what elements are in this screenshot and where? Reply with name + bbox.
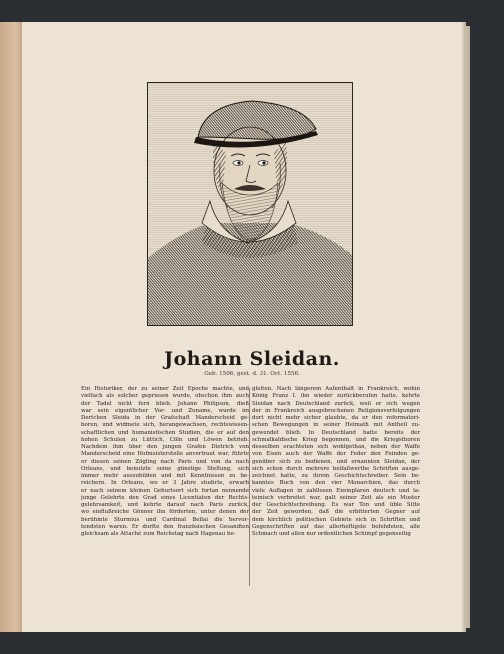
text-line: genüber sich zu bedienen, und ernannten Sleidan, der [252, 458, 420, 465]
text-line: kanntes Buch von den vier Monarchien, das durch [252, 480, 420, 487]
text-line: gewendet blieb. In Deutschland hatte bereits der [252, 429, 420, 436]
text-line: war sein eigentlicher Vor- und Zuname, wurde im [81, 407, 249, 414]
text-line: sich schon durch mehrere beifallwerthe Schriften ausge- [252, 465, 420, 472]
text-line: von Eisen auch der Waffe der Feder den Feinden ge- [252, 451, 420, 458]
text-line: Gegenschriften auf das allerheftigste befehdeten, alle [252, 523, 420, 530]
text-line: Nachdem ihm über den jungen Grafen Dietrich von [81, 444, 249, 450]
text-line: der Tadel nicht fern blieb. Johann Philipson, dieß [81, 400, 249, 407]
text-line: schaftlichen und humanistischen Studien, die er auf den [81, 429, 249, 436]
text-line: der Zeit geworden, daß die erbitterten Gegner auf [252, 509, 420, 516]
text-line: gleichsam als Attaché zum Reichstag nach Hagenau be- [81, 531, 236, 537]
text-line: schen Bewegungen in seiner Heimath mit Antheil zu- [252, 422, 420, 429]
text-column-right [252, 386, 420, 588]
text-line: reichern. In Orleans, wo er 3 Jahre studirte, erwarb [81, 480, 249, 487]
text-line: der in Frankreich ausgebrochenen Religionsverfolgungen [252, 407, 420, 414]
text-line: er nach seinem kleinen Geburtsort sich fortan nennende [81, 487, 249, 494]
text-line: gleiten. Nach längerem Aufenthalt in Frankreich, wohin [252, 386, 420, 392]
text-line: dem kirchlich politischen Gebiete sich in Schriften und [252, 516, 420, 523]
text-line: dort nicht mehr sicher glaubte, da er den reformatori- [252, 415, 420, 421]
text-line: tendsten waren. Er durfte den französischen Gesandten [81, 523, 249, 530]
text-line: boren, und widmete sich, herangewachsen, rechtswissen- [81, 422, 249, 429]
text-line: Sleidan nach Deutschland zurück, weil er sich wegen [252, 400, 420, 407]
column-divider [249, 388, 250, 586]
text-line: hohen Schulen zu Lüttich, Cöln und Löwen betrieb. [81, 436, 249, 443]
text-line: Manderscheid eine Hofmeisterstelle anvertraut war, führte [81, 451, 249, 458]
text-line: wo einflußreiche Gönner ihn förderten, unter denen der [81, 509, 249, 516]
text-line: viele Auflagen in zahllosen Exemplaren deutsch und la- [252, 487, 420, 494]
page-stack-edge [462, 26, 470, 628]
text-line: immer mehr auszubilden und mit Kenntnissen zu be- [81, 473, 249, 479]
text-line: Orleans, und benutzte seine günstige Stellung, sich [81, 465, 249, 472]
life-dates: Geb. 1506, gest. d. 31. Oct. 1556. [204, 371, 300, 377]
text-line: Dertchen Sleida in der Grafschaft Manderscheid ge- [81, 415, 249, 421]
text-line: er diesen seinen Zögling nach Paris und von da nach [81, 458, 249, 465]
text-line: junge Gelehrte den Grad eines Licentiaten der Rechts- [81, 494, 249, 501]
text-line: König Franz I. ihn wieder zurückberufen hatte, kehrte [252, 393, 420, 400]
text-line: berühmte Sturmius und Cardinal Bellai die hervor- [81, 516, 249, 523]
text-line: teinisch verbreitet war, galt seiner Zeit als ein Muster [252, 494, 420, 501]
text-line: der Geschichtschreibung. Es war Ton und üble Sitte [252, 502, 420, 508]
portrait-engraving [147, 82, 353, 326]
text-line: gelehrsamkeit, und kehrte darauf nach Paris zurück, [81, 502, 249, 508]
text-line: vielfach als solcher gepriesen wurde, obschon ihm auch [81, 393, 249, 400]
text-line: desselben erachteten sich wohlgethan, neben der Waffe [252, 444, 420, 450]
text-column-left [81, 386, 249, 588]
text-line: Ein Historiker, der zu seiner Zeit Epoche machte, und [81, 386, 249, 392]
text-line: zeichnet hatte, zu ihrem Geschichtschreiber. Sein be- [252, 473, 420, 479]
text-line: Schmach und allen nur ordentlichen Schimpf gegenseitig [252, 531, 411, 537]
text-line: schmalkaldische Krieg begonnen, und die Kriegsthoren [252, 436, 420, 443]
page-title: Johann Sleidan. [164, 348, 340, 370]
